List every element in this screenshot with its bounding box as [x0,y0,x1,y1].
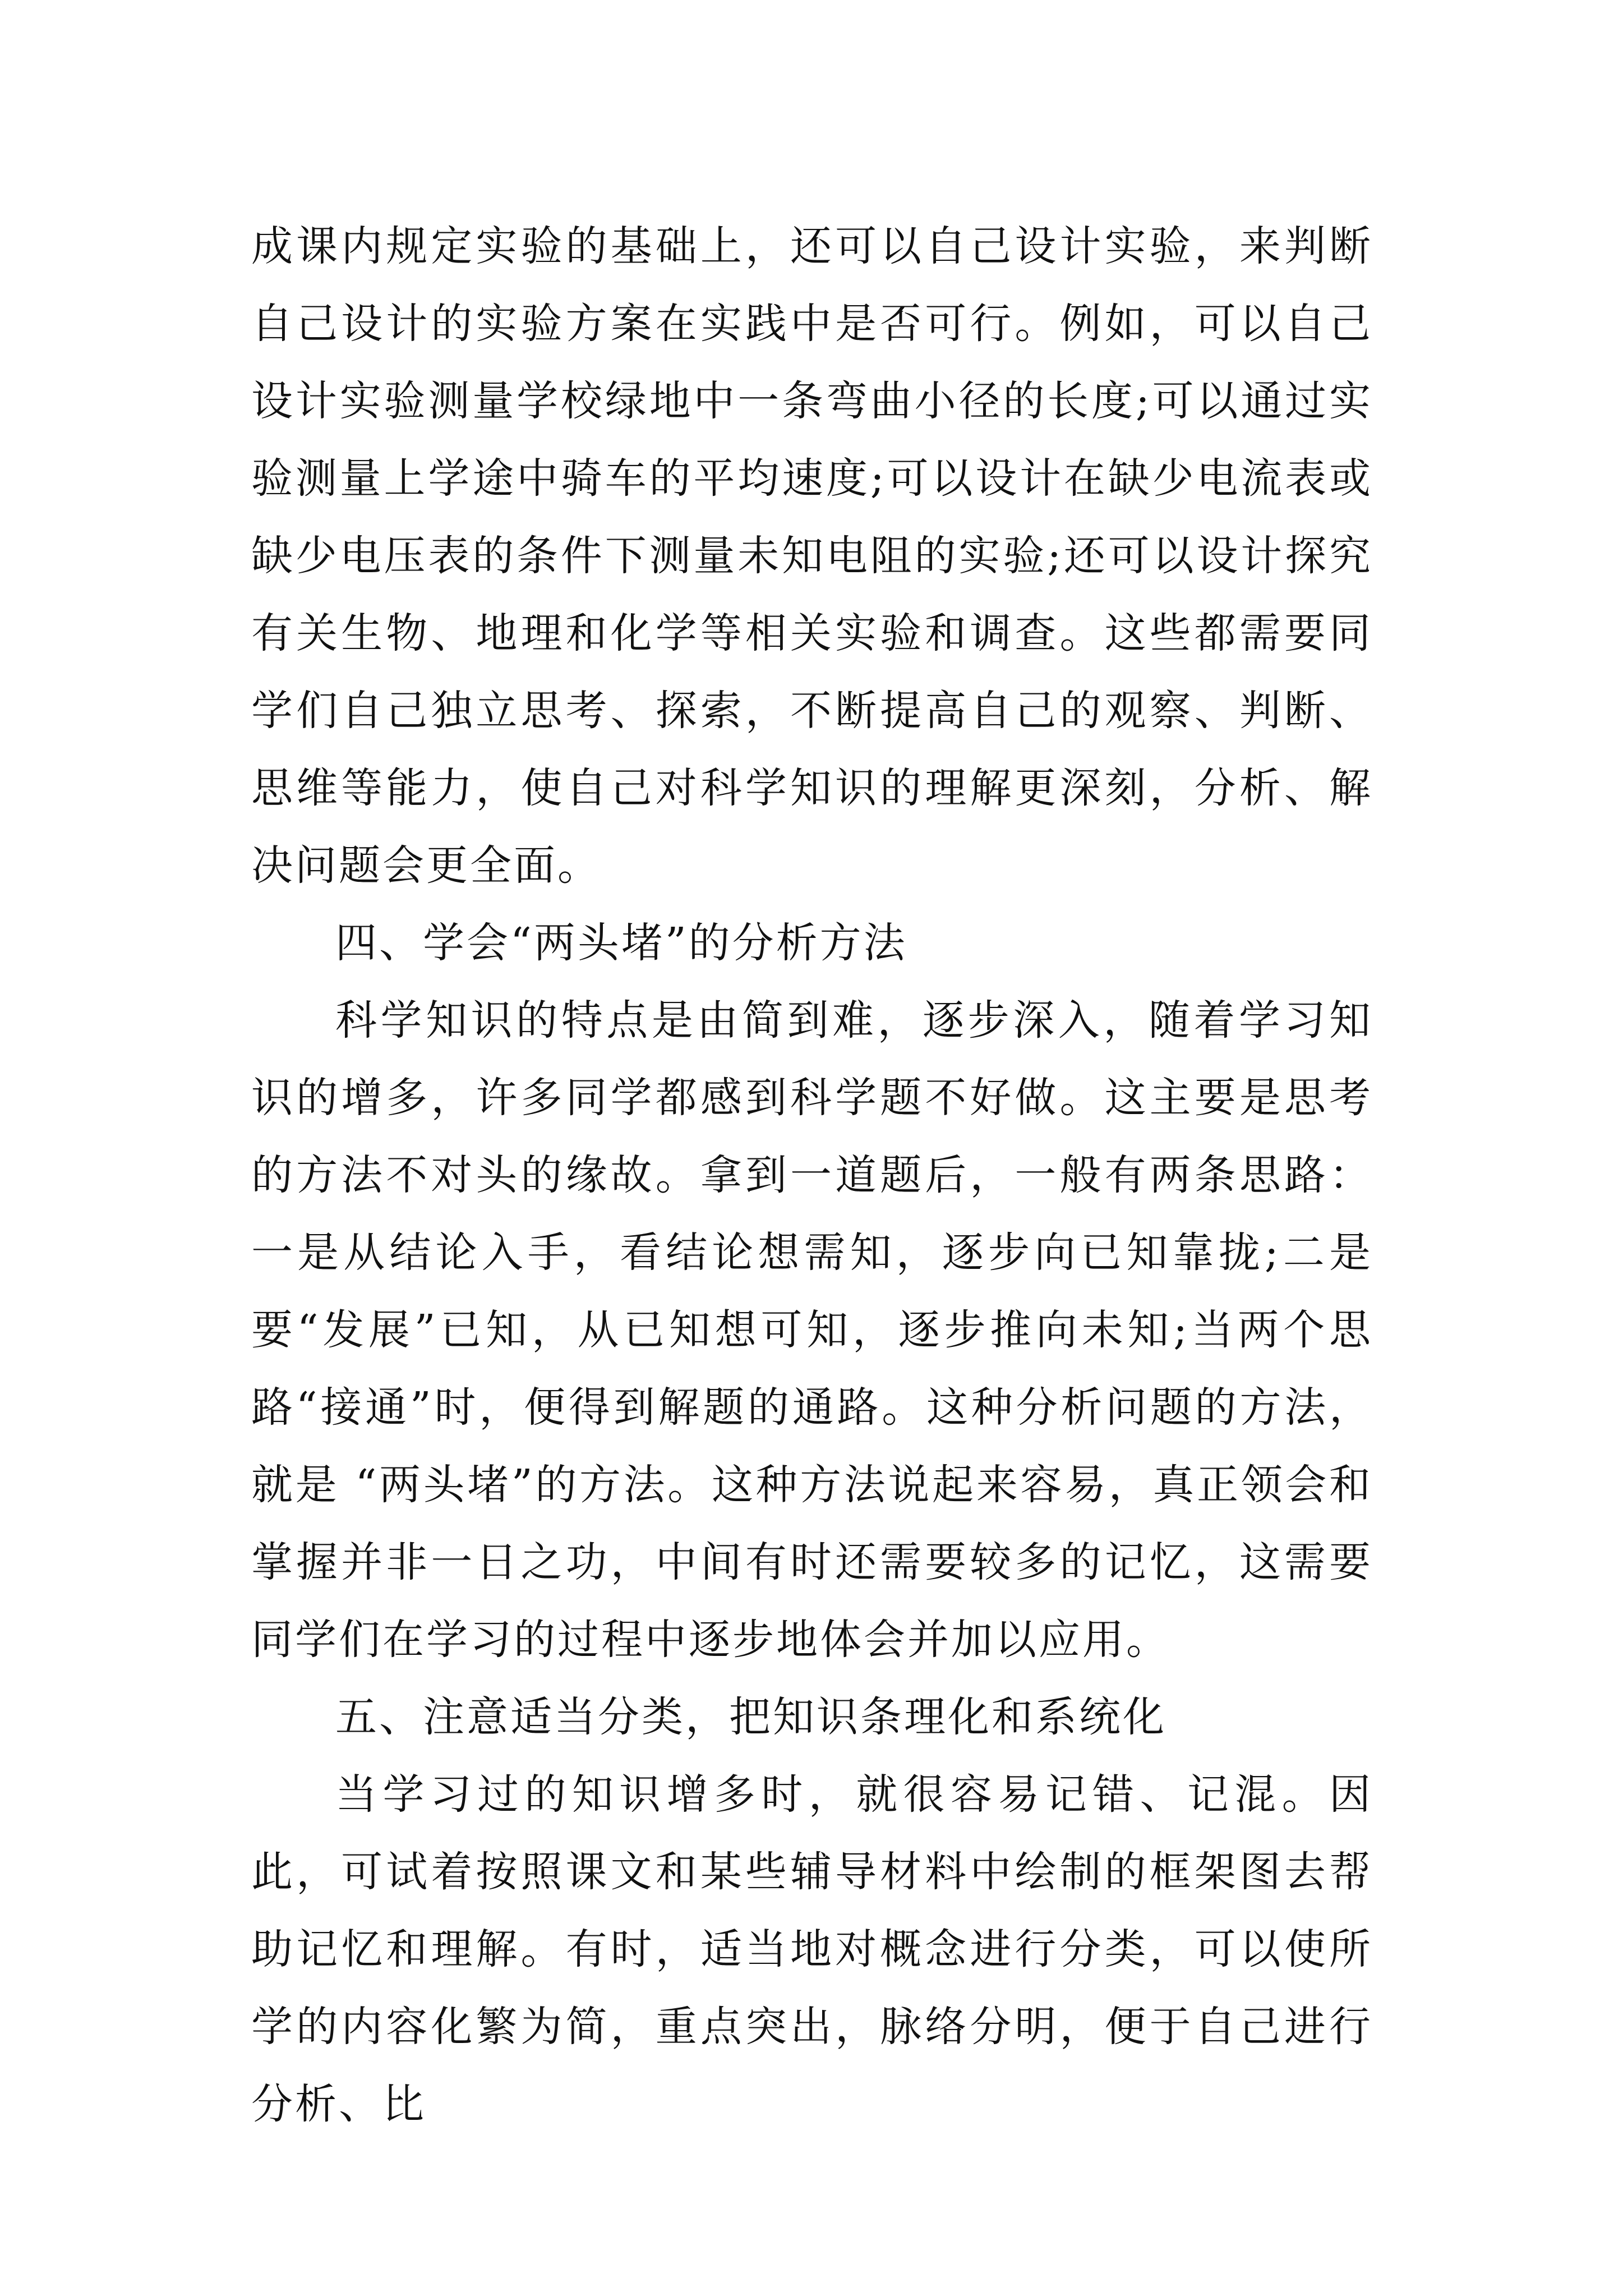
section-heading-4: 四、学会“两头堵”的分析方法 [335,919,907,967]
body-text [251,208,1373,2143]
paragraph-classification: 当学习过的知识增多时，就很容易记错、记混。因此，可试着按照课文和某些辅导材料中绘制的框架图去帮助记忆和理解。有时，适当地对概念进行分类，可以使所学的内容化繁为简，重点突出，脉络分明，便于自己进行分析、比 [251,1770,1373,2128]
paragraph-experiment-design: 成课内规定实验的基础上，还可以自己设计实验，来判断自己设计的实验方案在实践中是否可行。例如，可以自己设计实验测量学校绿地中一条弯曲小径的长度;可以通过实验测量上学途中骑车的平均速度;可以设计在缺少电流表或缺少电压表的条件下测量未知电阻的实验;还可以设计探究有关生物、地理和化学等相关实验和调查。这些都需要同学们自己独立思考、探索，不断提高自己的观察、判断、思维等能力，使自己对科学知识的理解更深刻，分析、解决问题会更全面。 [251,222,1373,890]
section-heading-5: 五、注意适当分类，把知识条理化和系统化 [335,1693,1166,1741]
paragraph-two-ends-method: 科学知识的特点是由简到难，逐步深入，随着学习知识的增多，许多同学都感到科学题不好做。这主要是思考的方法不对头的缘故。拿到一道题后，一般有两条思路：一是从结论入手，看结论想需知，逐步向已知靠拢;二是要“发展”已知，从已知想可知，逐步推向未知;当两个思路“接通”时，便得到解题的通路。这种分析问题的方法，就是 “两头堵”的方法。这种方法说起来容易，真正领会和掌握并非一日之功，中间有时还需要较多的记忆，这需要同学们在学习的过程中逐步地体会并加以应用。 [251,996,1373,1664]
